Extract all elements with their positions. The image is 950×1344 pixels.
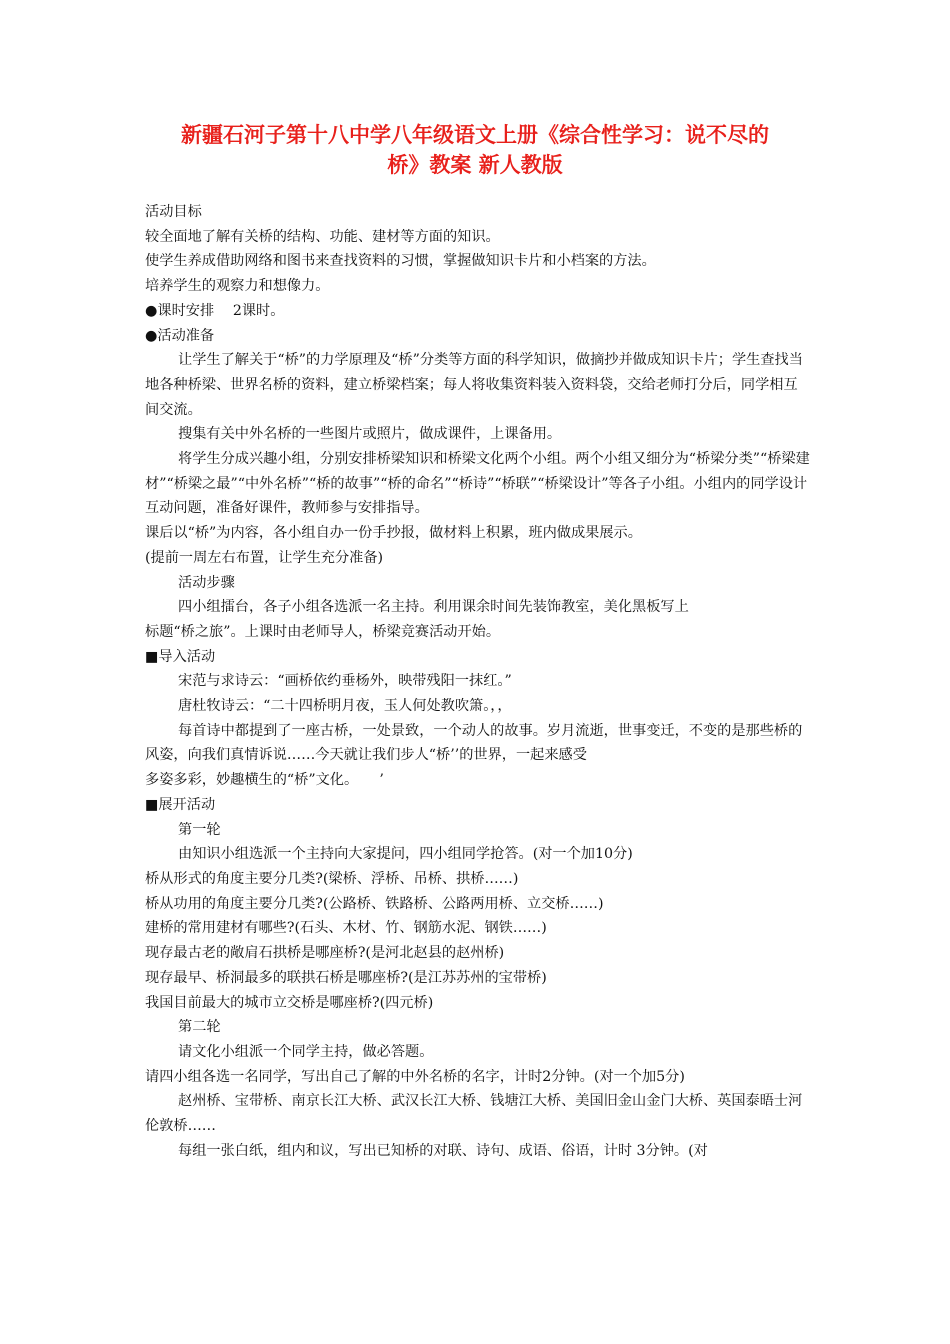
paragraph: ●课时安排 2课时。	[145, 302, 285, 319]
paragraph: (提前一周左右布置，让学生充分准备)	[145, 549, 384, 566]
paragraph: 多姿多彩，妙趣横生的“桥”文化。 ’	[145, 772, 384, 789]
title-line-2: 桥》教案 新人教版	[387, 153, 563, 177]
paragraph: 建桥的常用建材有哪些?(石头、木材、竹、钢筋水泥、钢铁……)	[145, 920, 547, 937]
paragraph: 活动步骤	[178, 574, 235, 591]
paragraph: 每组一张白纸，组内和议，写出已知桥的对联、诗句、成语、俗语，计时 3分钟。(对	[178, 1142, 708, 1159]
document-title	[140, 120, 810, 180]
paragraph: 搜集有关中外名桥的一些图片或照片，做成课件，上课备用。	[178, 426, 562, 443]
paragraph: 请四小组各选一名同学，写出自己了解的中外名桥的名字，计时2分钟。(对一个加5分)	[145, 1068, 685, 1085]
paragraph: ●活动准备	[145, 327, 215, 344]
paragraph: 桥从功用的角度主要分几类?(公路桥、铁路桥、公路两用桥、立交桥……)	[145, 895, 604, 912]
document-body	[145, 200, 810, 1163]
paragraph: ■导入活动	[145, 648, 216, 665]
title-line-1: 新疆石河子第十八中学八年级语文上册《综合性学习：说不尽的	[181, 123, 769, 147]
paragraph: 我国目前最大的城市立交桥是哪座桥?(四元桥)	[145, 994, 434, 1011]
paragraph: 将学生分成兴趣小组，分别安排桥梁知识和桥梁文化两个小组。两个小组又细分为“桥梁分类”“桥梁建材”“桥梁之最”“中外名桥”“桥的故事”“桥的命名”“桥诗”“桥联”“桥梁设计”等各子小组。小组内的同学设计互动问题，准备好课件，教师参与安排指导。	[145, 451, 810, 517]
paragraph: 由知识小组选派一个主持向大家提问，四小组同学抢答。(对一个加10分)	[178, 846, 633, 863]
paragraph: 每首诗中都提到了一座古桥，一处景致，一个动人的故事。岁月流逝，世事变迁，不变的是那些桥的风姿，向我们真情诉说……今天就让我们步人“桥’’的世界，一起来感受	[145, 722, 803, 764]
paragraph: 使学生养成借助网络和图书来查找资料的习惯，掌握做知识卡片和小档案的方法。	[145, 253, 656, 270]
paragraph: 较全面地了解有关桥的结构、功能、建材等方面的知识。	[145, 228, 500, 245]
paragraph: 现存最古老的敞肩石拱桥是哪座桥?(是河北赵县的赵州桥)	[145, 945, 505, 962]
paragraph: 宋范与求诗云：“画桥依约垂杨外，映带残阳一抹红。”	[178, 673, 512, 690]
paragraph: 请文化小组派一个同学主持，做必答题。	[178, 1043, 434, 1060]
paragraph: 现存最早、桥洞最多的联拱石桥是哪座桥?(是江苏苏州的宝带桥)	[145, 969, 547, 986]
paragraph: 让学生了解关于“桥”的力学原理及“桥”分类等方面的科学知识，做摘抄并做成知识卡片；学生查找当地各种桥梁、世界名桥的资料，建立桥梁档案；每人将收集资料装入资料袋，交给老师打分后，同学相互间交流。	[145, 352, 803, 418]
paragraph: 桥从形式的角度主要分几类?(梁桥、浮桥、吊桥、拱桥……)	[145, 870, 519, 887]
paragraph: 活动目标	[145, 204, 202, 220]
paragraph: 第一轮	[178, 821, 221, 838]
paragraph: 第二轮	[178, 1019, 221, 1036]
paragraph: 唐杜牧诗云：“二十四桥明月夜，玉人何处教吹箫。，，	[178, 698, 512, 715]
paragraph: 课后以“桥”为内容，各小组自办一份手抄报，做材料上积累，班内做成果展示。	[145, 525, 642, 542]
paragraph: 培养学生的观察力和想像力。	[145, 278, 330, 295]
paragraph: ■展开活动	[145, 796, 216, 813]
paragraph: 赵州桥、宝带桥、南京长江大桥、武汉长江大桥、钱塘江大桥、美国旧金山金门大桥、英国泰晤士河伦敦桥……	[145, 1093, 803, 1135]
paragraph: 标题“桥之旅”。上课时由老师导人，桥梁竞赛活动开始。	[145, 623, 501, 640]
paragraph: 四小组擂台，各子小组各选派一名主持。利用课余时间先装饰教室，美化黑板写上	[178, 599, 689, 616]
